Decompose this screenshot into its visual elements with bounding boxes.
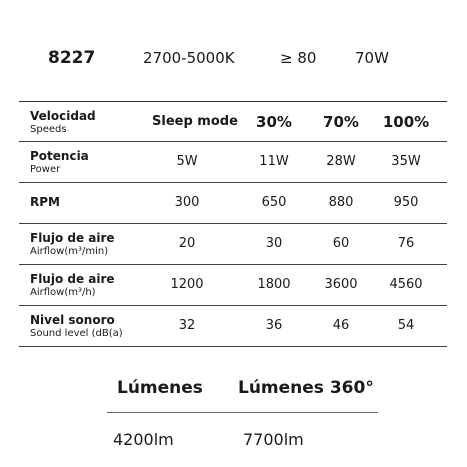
table-cell: 300 [174,195,200,210]
table-cell: 3600 [324,277,358,292]
table-cell: 32 [178,318,196,333]
label-es: RPM [30,195,60,209]
specs-table [19,101,447,347]
table-cell: 5W [176,154,198,169]
lumens-value: 4200lm [113,430,174,449]
model-number: 8227 [48,48,96,68]
table-cell: 60 [332,236,350,251]
lumens-360-value: 7700lm [243,430,304,449]
label-es: Nivel sonoro [30,313,115,327]
label-es: Potencia [30,149,89,163]
label-en: Airflow(m³/h) [30,287,96,298]
table-cell: 880 [328,195,354,210]
table-cell: 30 [265,236,283,251]
table-row [19,265,447,306]
power-value: 70W [355,49,389,67]
table-cell: 35W [391,154,421,169]
table-row [19,142,447,183]
table-cell: 20 [178,236,196,251]
label-es: Flujo de aire [30,272,115,286]
row-label [30,150,89,176]
label-en: Sound level (dB(a) [30,328,123,339]
label-es: Flujo de aire [30,231,115,245]
divider [107,412,378,413]
cri-value: ≥ 80 [280,49,317,67]
column-header-70: 70% [323,113,359,131]
column-header-30: 30% [256,113,292,131]
table-cell: 28W [326,154,356,169]
table-row [19,306,447,347]
color-temperature: 2700-5000K [143,49,235,67]
table-cell: 4560 [389,277,423,292]
column-header-sleep: Sleep mode [152,114,238,129]
label-en: Speeds [30,124,67,135]
lumens-label: Lúmenes [117,378,203,398]
top-specs [0,49,467,73]
row-label [30,232,115,258]
table-cell: 1800 [257,277,291,292]
row-label [30,273,115,299]
label-en: Power [30,164,61,175]
column-header-100: 100% [382,113,430,131]
table-cell: 76 [397,236,415,251]
table-cell: 1200 [170,277,204,292]
lumens-360-label: Lúmenes 360° [238,378,374,398]
label-en: Airflow(m³/min) [30,246,109,257]
table-row [19,183,447,224]
table-header-row [19,102,447,142]
table-cell: 46 [332,318,350,333]
table-cell: 650 [261,195,287,210]
row-label [30,196,60,209]
table-cell: 36 [265,318,283,333]
table-row [19,224,447,265]
label-es: Velocidad [30,109,96,123]
row-label [30,314,123,340]
table-cell: 11W [259,154,289,169]
table-cell: 54 [397,318,415,333]
table-cell: 950 [393,195,419,210]
row-label [30,110,96,136]
